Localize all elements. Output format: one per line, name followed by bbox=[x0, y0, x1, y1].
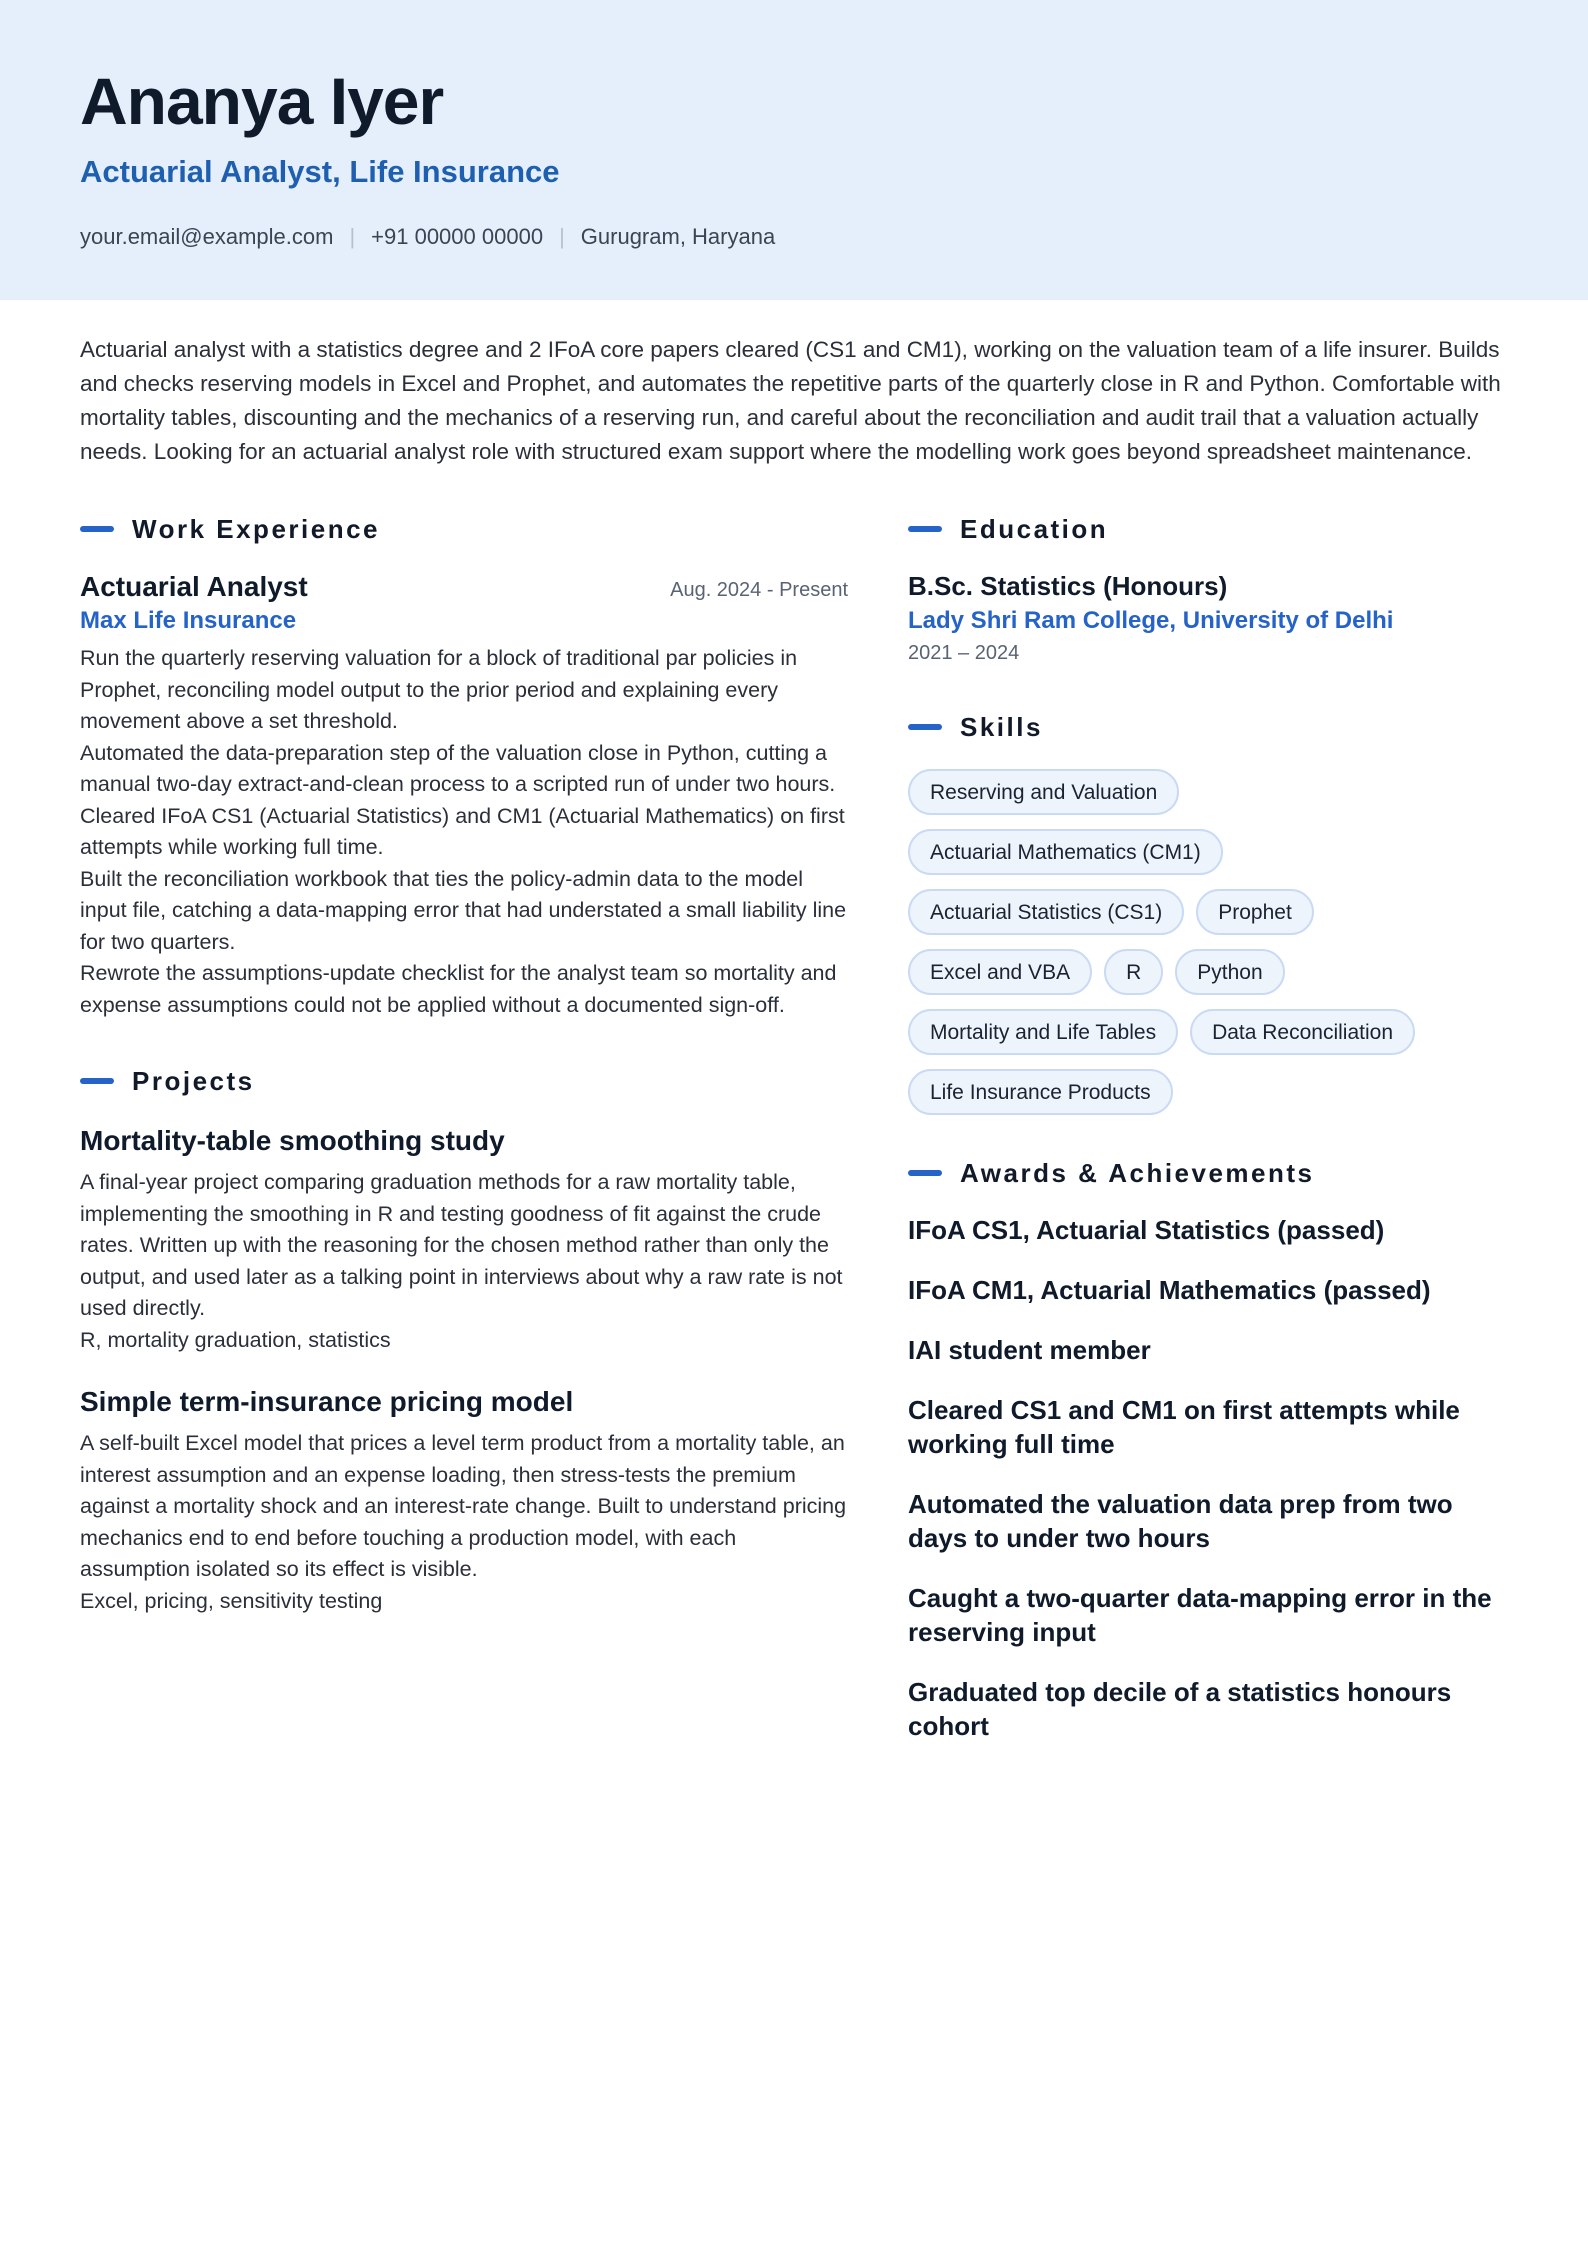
section-title-projects: Projects bbox=[132, 1065, 255, 1096]
award-item: IFoA CM1, Actuarial Mathematics (passed) bbox=[908, 1275, 1431, 1305]
section-accent-bar bbox=[908, 526, 942, 532]
project-description: A final-year project comparing graduation methods for a raw mortality table, implementing the smoothing in R and testing goodness of fit against the crude rates. Written up with the reasoning for the chosen method rather than only the output, and used later as a talking point in interviews about why a raw rate is not used directly. bbox=[80, 1170, 843, 1320]
job-entry bbox=[80, 571, 848, 1021]
job-bullet: Automated the data-preparation step of the valuation close in Python, cutting a manual two-day extract-and-clean process to a scripted run of under two hours. bbox=[80, 740, 836, 796]
section-header-awards bbox=[908, 1155, 1508, 1191]
section-title-education: Education bbox=[960, 513, 1109, 544]
award-item: Caught a two-quarter data-mapping error in the reserving input bbox=[908, 1583, 1492, 1647]
award-item: Graduated top decile of a statistics honours cohort bbox=[908, 1677, 1452, 1741]
award-item: Cleared CS1 and CM1 on first attempts while working full time bbox=[908, 1395, 1460, 1459]
job-dates: Aug. 2024 - Present bbox=[670, 579, 848, 601]
skills-list bbox=[908, 769, 1508, 1129]
job-bullets bbox=[80, 643, 848, 1021]
section-accent-bar bbox=[908, 724, 942, 730]
skill-chip: Actuarial Statistics (CS1) bbox=[908, 889, 1184, 935]
section-header-skills bbox=[908, 709, 1508, 745]
section-accent-bar bbox=[80, 1078, 114, 1084]
skill-chip: R bbox=[1104, 949, 1163, 995]
skill-chip: Actuarial Mathematics (CM1) bbox=[908, 829, 1223, 875]
contact-divider: | bbox=[559, 224, 565, 249]
contact-location: Gurugram, Haryana bbox=[580, 224, 776, 249]
section-title-work: Work Experience bbox=[132, 513, 381, 544]
skill-chip: Data Reconciliation bbox=[1190, 1009, 1415, 1055]
contact-email[interactable]: your.email@example.com bbox=[80, 224, 334, 249]
candidate-name: Ananya Iyer bbox=[80, 64, 444, 138]
skill-chip: Mortality and Life Tables bbox=[908, 1009, 1178, 1055]
education-entry bbox=[908, 569, 1508, 667]
job-bullet: Built the reconciliation workbook that ties the policy-admin data to the model input file, catching a data-mapping error that had understated a small liability line for two quarters. bbox=[80, 866, 847, 954]
job-header bbox=[80, 571, 848, 603]
projects-section bbox=[80, 1063, 848, 1617]
education-years: 2021 – 2024 bbox=[908, 642, 1020, 664]
candidate-role: Actuarial Analyst, Life Insurance bbox=[80, 154, 560, 189]
professional-summary: Actuarial analyst with a statistics degree and 2 IFoA core papers cleared (CS1 and CM1), working on the valuation team of a life insurer. Builds and checks reserving models in Excel and Prophet, and automates the repetitive parts of the quarterly close in R and Python. Comfortable with mortality tables, discounting and the mechanics of a reserving run, and careful about the reconciliation and audit trail that a valuation actually needs. Looking for an actuarial analyst role with structured exam support where the modelling work goes beyond spreadsheet maintenance. bbox=[80, 337, 1501, 464]
skill-chip: Excel and VBA bbox=[908, 949, 1092, 995]
section-accent-bar bbox=[80, 526, 114, 532]
contact-divider: | bbox=[349, 224, 356, 249]
section-title-skills: Skills bbox=[960, 711, 1043, 742]
education-degree: B.Sc. Statistics (Honours) bbox=[908, 571, 1228, 601]
job-bullet: Cleared IFoA CS1 (Actuarial Statistics) and CM1 (Actuarial Mathematics) on first attempts while working full time. bbox=[80, 803, 845, 859]
project-entry bbox=[80, 1384, 848, 1617]
contact-line bbox=[80, 222, 1508, 252]
job-title: Actuarial Analyst bbox=[80, 571, 308, 602]
section-header-projects bbox=[80, 1063, 848, 1099]
project-entry bbox=[80, 1123, 848, 1356]
section-accent-bar bbox=[908, 1170, 942, 1176]
job-company: Max Life Insurance bbox=[80, 607, 297, 634]
project-description: A self-built Excel model that prices a level term product from a mortality table, an interest assumption and an expense loading, then stress-tests the premium against a mortality shock and an interest-rate change. Built to understand pricing mechanics end to end before touching a production model, with each assumption isolated so its effect is visible. bbox=[80, 1431, 847, 1581]
contact-phone[interactable]: +91 00000 00000 bbox=[371, 224, 544, 249]
award-item: Automated the valuation data prep from two days to under two hours bbox=[908, 1489, 1453, 1553]
project-title: Mortality-table smoothing study bbox=[80, 1125, 505, 1156]
skill-chip: Life Insurance Products bbox=[908, 1069, 1173, 1115]
award-item: IAI student member bbox=[908, 1335, 1151, 1365]
skill-chip: Python bbox=[1175, 949, 1284, 995]
skill-chip: Reserving and Valuation bbox=[908, 769, 1179, 815]
project-tags: Excel, pricing, sensitivity testing bbox=[80, 1588, 383, 1613]
resume-header bbox=[0, 0, 1588, 300]
project-title: Simple term-insurance pricing model bbox=[80, 1386, 574, 1417]
job-bullet: Run the quarterly reserving valuation for a block of traditional par policies in Prophet, reconciling model output to the prior period and explaining every movement above a set threshold. bbox=[80, 646, 798, 733]
left-column bbox=[80, 511, 848, 1769]
awards-list bbox=[908, 1213, 1508, 1743]
section-header-work bbox=[80, 511, 848, 547]
education-school: Lady Shri Ram College, University of Delhi bbox=[908, 607, 1394, 634]
section-header-education bbox=[908, 511, 1508, 547]
job-bullet: Rewrote the assumptions-update checklist for the analyst team so mortality and expense assumptions could not be applied without a documented sign-off. bbox=[80, 961, 837, 1017]
section-title-awards: Awards & Achievements bbox=[960, 1157, 1315, 1188]
skill-chip: Prophet bbox=[1196, 889, 1314, 935]
resume-body bbox=[0, 511, 1588, 1769]
project-tags: R, mortality graduation, statistics bbox=[80, 1327, 391, 1352]
right-column bbox=[908, 511, 1508, 1769]
award-item: IFoA CS1, Actuarial Statistics (passed) bbox=[908, 1215, 1385, 1245]
